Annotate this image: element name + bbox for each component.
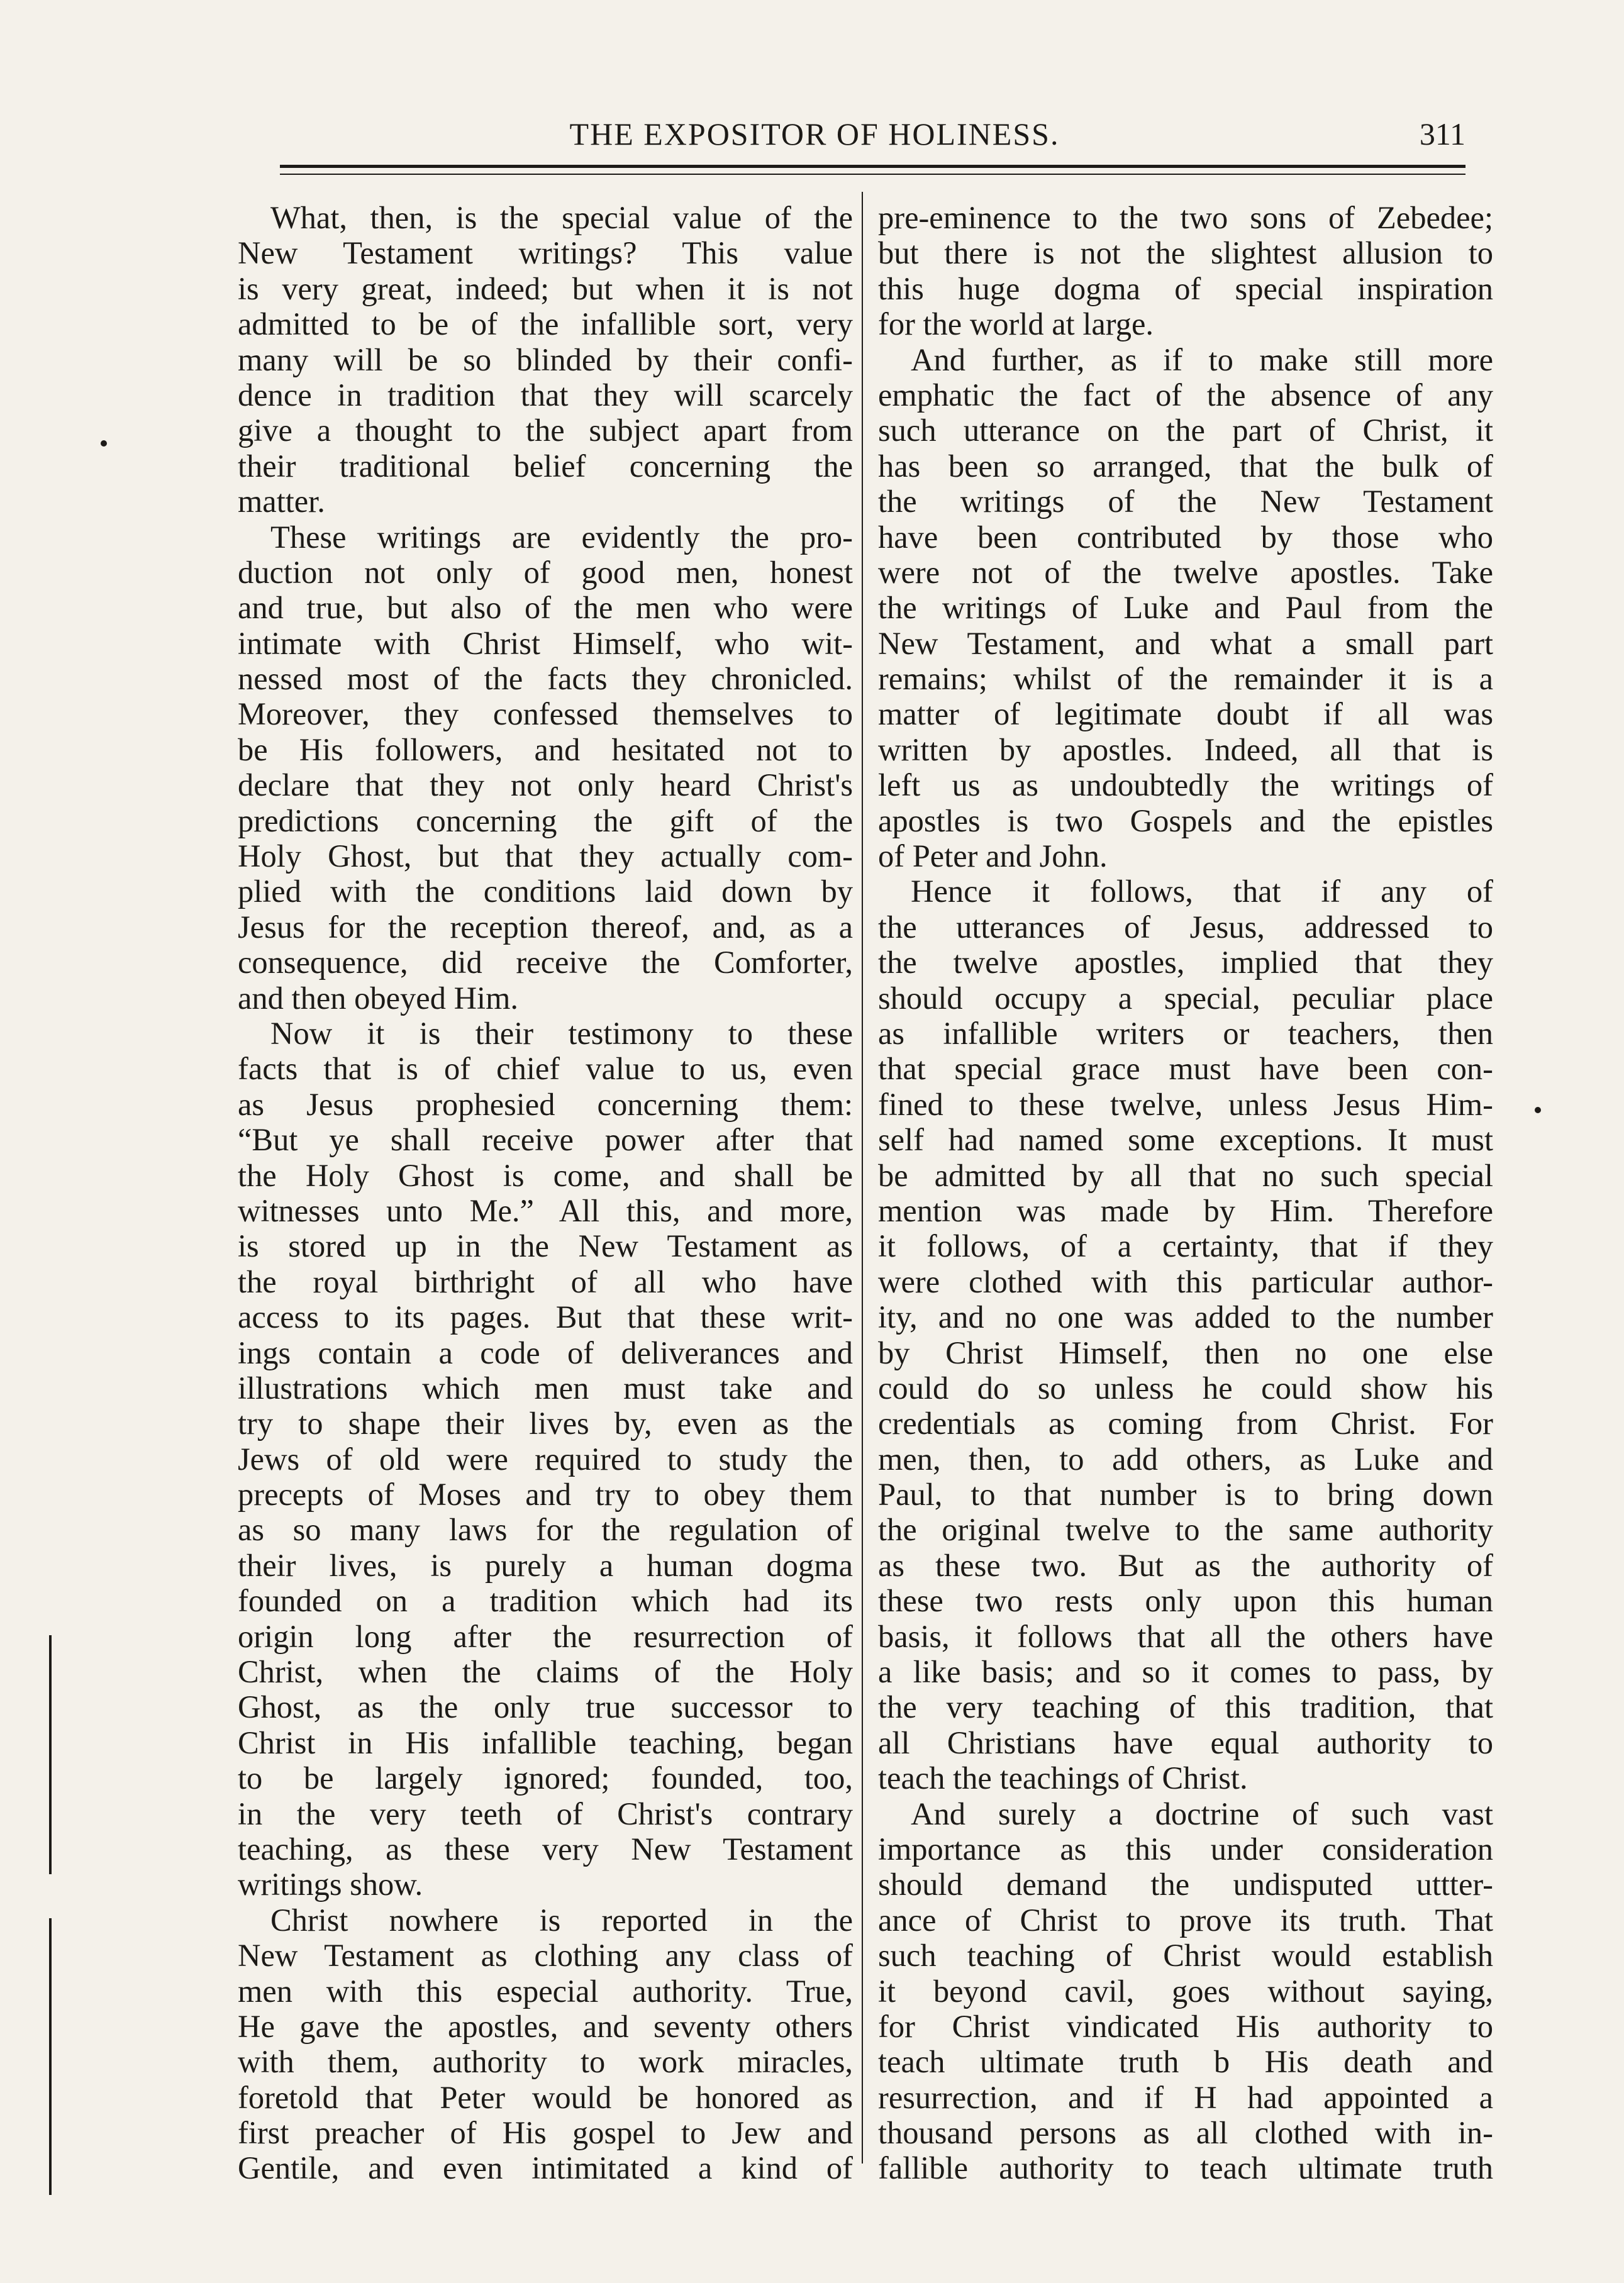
text-line: the utterances of Jesus, addressed to: [878, 909, 1493, 945]
text-line: is stored up in the New Testament as: [238, 1228, 853, 1264]
text-line: writings show.: [238, 1867, 423, 1902]
margin-scan-mark: [49, 1918, 52, 2195]
text-line: Now it is their testimony to these: [270, 1015, 853, 1051]
text-line: mention was made by Him. Therefore: [878, 1192, 1493, 1228]
text-line: could do so unless he could show his: [878, 1370, 1493, 1406]
text-line: such utterance on the part of Christ, it: [878, 413, 1493, 448]
text-line: give a thought to the subject apart from: [238, 413, 853, 448]
margin-speck: [101, 440, 107, 447]
text-line: predictions concerning the gift of the: [238, 803, 853, 838]
text-line: New Testament, and what a small part: [878, 625, 1493, 661]
text-line: as Jesus prophesied concerning them:: [238, 1086, 853, 1122]
header-rule-thin: [280, 174, 1465, 175]
text-line: the very teaching of this tradition, that: [878, 1689, 1493, 1725]
text-line: foretold that Peter would be honored as: [238, 2079, 853, 2115]
text-line: Ghost, as the only true successor to: [238, 1689, 853, 1725]
text-line: apostles is two Gospels and the epistles: [878, 803, 1493, 838]
margin-speck: [1535, 1107, 1541, 1113]
text-line: illustrations which men must take and: [238, 1370, 853, 1406]
text-line: such teaching of Christ would establish: [878, 1938, 1493, 1974]
text-line: the original twelve to the same authority: [878, 1512, 1493, 1548]
text-line: matter.: [238, 484, 325, 519]
text-line: Holy Ghost, but that they actually com-: [238, 838, 853, 874]
text-line: intimate with Christ Himself, who wit-: [238, 625, 853, 661]
text-line: access to its pages. But that these writ-: [238, 1299, 853, 1335]
text-line: were clothed with this particular author-: [878, 1264, 1493, 1299]
text-line: Jesus for the reception thereof, and, as a: [238, 909, 853, 945]
text-line: dence in tradition that they will scarcely: [238, 377, 853, 413]
text-line: fined to these twelve, unless Jesus Him-: [878, 1086, 1493, 1122]
text-line: He gave the apostles, and seventy others: [238, 2008, 853, 2044]
text-line: fallible authority to teach ultimate truth: [878, 2150, 1493, 2186]
text-line: consequence, did receive the Comforter,: [238, 945, 853, 980]
text-line: as infallible writers or teachers, then: [878, 1015, 1493, 1051]
running-title: THE EXPOSITOR OF HOLINESS.: [569, 116, 1060, 152]
running-header: [280, 113, 1465, 157]
text-line: men, then, to add others, as Luke and: [878, 1441, 1493, 1477]
text-line: with them, authority to work miracles,: [238, 2044, 853, 2080]
text-line: witnesses unto Me.” All this, and more,: [238, 1192, 853, 1228]
text-line: self had named some exceptions. It must: [878, 1122, 1493, 1158]
text-line: for the world at large.: [878, 306, 1154, 342]
text-line: duction not only of good men, honest: [238, 554, 853, 590]
text-line: Gentile, and even intimitated a kind of: [238, 2150, 853, 2186]
text-line: by Christ Himself, then no one else: [878, 1335, 1493, 1370]
text-line: as so many laws for the regulation of: [238, 1512, 853, 1548]
right-column: [878, 200, 1493, 2186]
text-line: Paul, to that number is to bring down: [878, 1477, 1493, 1513]
text-line: And surely a doctrine of such vast: [911, 1796, 1493, 1831]
text-line: the Holy Ghost is come, and shall be: [238, 1157, 853, 1193]
text-line: the twelve apostles, implied that they: [878, 945, 1493, 980]
text-line: these two rests only upon this human: [878, 1583, 1493, 1619]
header-rule-thick: [280, 165, 1465, 168]
text-line: New Testament as clothing any class of: [238, 1938, 853, 1974]
text-line: their traditional belief concerning the: [238, 448, 853, 484]
left-column: [238, 200, 853, 2186]
text-line: a like basis; and so it comes to pass, by: [878, 1654, 1493, 1690]
text-line: emphatic the fact of the absence of any: [878, 377, 1493, 413]
text-line: teach the teachings of Christ.: [878, 1760, 1248, 1796]
text-line: Hence it follows, that if any of: [911, 874, 1493, 909]
text-line: as these two. But as the authority of: [878, 1547, 1493, 1583]
text-line: remains; whilst of the remainder it is a: [878, 661, 1493, 697]
text-line: it beyond cavil, goes without saying,: [878, 1973, 1493, 2009]
text-line: men with this especial authority. True,: [238, 1973, 853, 2009]
text-line: should demand the undisputed uttter-: [878, 1867, 1493, 1902]
text-line: has been so arranged, that the bulk of: [878, 448, 1493, 484]
text-line: the royal birthright of all who have: [238, 1264, 853, 1299]
text-line: thousand persons as all clothed with in-: [878, 2115, 1493, 2151]
text-line: that special grace must have been con-: [878, 1051, 1493, 1087]
text-line: admitted to be of the infallible sort, very: [238, 306, 853, 342]
text-line: Christ in His infallible teaching, began: [238, 1725, 853, 1760]
text-line: New Testament writings? This value: [238, 235, 853, 271]
text-line: this huge dogma of special inspiration: [878, 270, 1493, 306]
text-line: is very great, indeed; but when it is not: [238, 270, 853, 306]
text-line: teach ultimate truth b His death and: [878, 2044, 1493, 2080]
text-line: And further, as if to make still more: [911, 342, 1493, 377]
text-line: it follows, of a certainty, that if they: [878, 1228, 1493, 1264]
text-line: were not of the twelve apostles. Take: [878, 554, 1493, 590]
text-line: all Christians have equal authority to: [878, 1725, 1493, 1760]
text-line: nessed most of the facts they chronicled.: [238, 661, 853, 697]
text-line: These writings are evidently the pro-: [270, 519, 853, 555]
text-line: credentials as coming from Christ. For: [878, 1406, 1493, 1441]
text-line: many will be so blinded by their confi-: [238, 342, 853, 377]
text-line: Christ, when the claims of the Holy: [238, 1654, 853, 1690]
text-line: try to shape their lives by, even as the: [238, 1406, 853, 1441]
text-line: written by apostles. Indeed, all that is: [878, 731, 1493, 767]
text-line: Moreover, they confessed themselves to: [238, 696, 853, 732]
text-line: founded on a tradition which had its: [238, 1583, 853, 1619]
text-line: the writings of the New Testament: [878, 484, 1493, 519]
text-line: to be largely ignored; founded, too,: [238, 1760, 853, 1796]
text-line: origin long after the resurrection of: [238, 1618, 853, 1654]
text-line: precepts of Moses and try to obey them: [238, 1477, 853, 1513]
text-line: first preacher of His gospel to Jew and: [238, 2115, 853, 2151]
text-line: plied with the conditions laid down by: [238, 874, 853, 909]
text-line: and then obeyed Him.: [238, 980, 518, 1016]
text-line: Jews of old were required to study the: [238, 1441, 853, 1477]
text-line: importance as this under consideration: [878, 1831, 1493, 1867]
text-line: “But ye shall receive power after that: [238, 1122, 853, 1158]
text-line: for Christ vindicated His authority to: [878, 2008, 1493, 2044]
text-line: facts that is of chief value to us, even: [238, 1051, 853, 1087]
text-line: matter of legitimate doubt if all was: [878, 696, 1493, 732]
text-line: What, then, is the special value of the: [270, 200, 853, 235]
text-line: resurrection, and if H had appointed a: [878, 2079, 1493, 2115]
column-divider: [862, 192, 863, 2164]
text-line: be admitted by all that no such special: [878, 1157, 1493, 1193]
text-line: left us as undoubtedly the writings of: [878, 767, 1493, 803]
text-line: have been contributed by those who: [878, 519, 1493, 555]
text-line: ity, and no one was added to the number: [878, 1299, 1493, 1335]
margin-scan-mark: [49, 1635, 52, 1874]
text-line: ance of Christ to prove its truth. That: [878, 1902, 1493, 1938]
text-line: pre-eminence to the two sons of Zebedee;: [878, 200, 1493, 235]
text-line: Christ nowhere is reported in the: [270, 1902, 853, 1938]
text-line: basis, it follows that all the others have: [878, 1618, 1493, 1654]
text-line: and true, but also of the men who were: [238, 590, 853, 626]
text-line: the writings of Luke and Paul from the: [878, 590, 1493, 626]
text-line: their lives, is purely a human dogma: [238, 1547, 853, 1583]
text-line: but there is not the slightest allusion to: [878, 235, 1493, 271]
text-line: in the very teeth of Christ's contrary: [238, 1796, 853, 1831]
page-number: 311: [1419, 116, 1465, 152]
text-line: be His followers, and hesitated not to: [238, 731, 853, 767]
text-line: teaching, as these very New Testament: [238, 1831, 853, 1867]
text-line: ings contain a code of deliverances and: [238, 1335, 853, 1370]
text-line: of Peter and John.: [878, 838, 1108, 874]
text-line: should occupy a special, peculiar place: [878, 980, 1493, 1016]
text-line: declare that they not only heard Christ's: [238, 767, 853, 803]
